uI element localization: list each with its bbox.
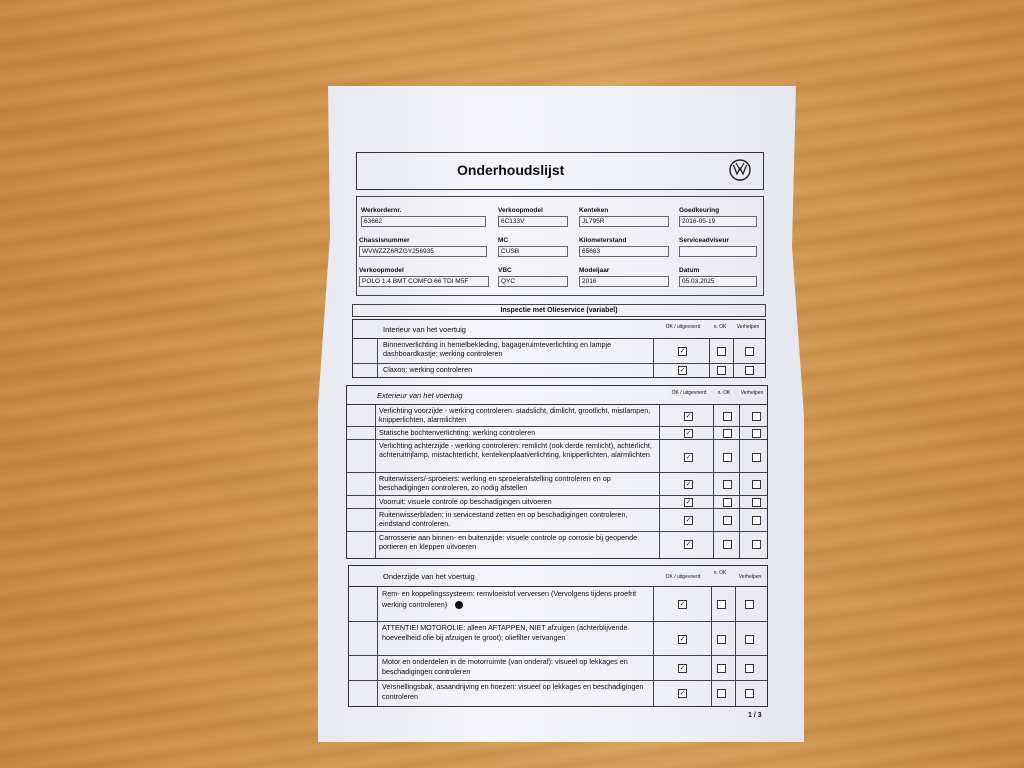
- checklist-row: Voorruit: visuele controle op beschadigingen uitvoeren ✓: [347, 496, 767, 509]
- field-verkoopmodel-code: Verkoopmodel 6C133V: [498, 207, 568, 227]
- col-ok-header: OK / uitgevoerd: [665, 574, 701, 580]
- field-goedkeuring: Goedkeuring 2016-05-19: [679, 207, 757, 227]
- section-header: [349, 566, 767, 587]
- checklist-row: Claxon: werking controleren ✓: [353, 364, 765, 376]
- section-title: Interieur van het voertuig: [383, 325, 466, 334]
- verhelpen-checkbox[interactable]: [745, 366, 754, 375]
- nok-checkbox[interactable]: [723, 429, 732, 438]
- checklist-row: Rem- en koppelingssysteem: remvloeistof verversen (Vervolgens tijdens proefrit werking controleren) ✓: [349, 587, 767, 622]
- verhelpen-checkbox[interactable]: [745, 600, 754, 609]
- ok-checkbox[interactable]: ✓: [679, 636, 686, 643]
- nok-checkbox[interactable]: [723, 412, 732, 421]
- field-datum: Datum 05.03.2025: [679, 267, 757, 287]
- field-kilometerstand: Kilometerstand 65663: [579, 237, 669, 257]
- nok-checkbox[interactable]: [717, 366, 726, 375]
- section-onderzijde: [348, 565, 768, 707]
- ok-checkbox[interactable]: ✓: [685, 413, 692, 420]
- col-verhelpen-header: Verhelpen: [736, 324, 760, 330]
- ok-checkbox[interactable]: ✓: [685, 541, 692, 548]
- field-kenteken: Kenteken JL795R: [579, 207, 669, 227]
- col-nok-header: n. OK: [717, 390, 731, 396]
- vw-logo-icon: [729, 159, 751, 181]
- inspectie-heading: Inspectie met Olieservice (variabel): [352, 304, 766, 317]
- ok-checkbox[interactable]: ✓: [679, 367, 686, 374]
- vehicle-info-box: [356, 196, 764, 296]
- verhelpen-checkbox[interactable]: [745, 664, 754, 673]
- verhelpen-checkbox[interactable]: [745, 635, 754, 644]
- ok-checkbox[interactable]: ✓: [685, 430, 692, 437]
- section-header: [347, 386, 767, 405]
- checklist-row: ATTENTIE! MOTOROLIE: alleen AFTAPPEN, NIET afzuigen (achterblijvende hoeveelheid olie bij afzuigen te groot); oliefilter vervangen ✓: [349, 622, 767, 656]
- checklist-row: Verlichting voorzijde - werking controleren: stadslicht, dimlicht, grootlicht, mistlampen, knipperlichten, alarmlichten ✓: [347, 405, 767, 427]
- checklist-row: Statische bochtenverlichting: werking controleren ✓: [347, 427, 767, 440]
- col-verhelpen-header: Verhelpen: [740, 390, 764, 396]
- field-vbc: VBC QYC: [498, 267, 568, 287]
- nok-checkbox[interactable]: [723, 540, 732, 549]
- field-verkoopmodel: Verkoopmodel POLO 1.4 BMT COMFO 66 TDI M5F: [359, 267, 489, 287]
- col-nok-header: n. OK: [713, 570, 727, 576]
- section-title: Exterieur van het voertuig: [377, 391, 463, 400]
- checklist-row: Carrosserie aan binnen- en buitenzijde: visuele controle op corrosie bij geopende portieren en kleppen uitvoeren ✓: [347, 532, 767, 556]
- field-chassisnummer: Chassisnummer WVWZZZ6RZGY256935: [359, 237, 487, 257]
- ok-checkbox[interactable]: ✓: [679, 690, 686, 697]
- nok-checkbox[interactable]: [723, 480, 732, 489]
- checklist-row: Versnellingsbak, asaandrijving en hoezen: visueel op lekkages en beschadigingen controleren ✓: [349, 681, 767, 705]
- verhelpen-checkbox[interactable]: [752, 453, 761, 462]
- nok-checkbox[interactable]: [717, 600, 726, 609]
- checklist-row: Verlichting achterzijde - werking controleren: remlicht (ook derde remlicht), achterlicht, achteruitrijlamp, mistachterlicht, kentekenplaatverlichting, knipperlichten, alarmlichten ✓: [347, 440, 767, 473]
- ok-checkbox[interactable]: ✓: [685, 481, 692, 488]
- verhelpen-checkbox[interactable]: [745, 689, 754, 698]
- ok-checkbox[interactable]: ✓: [685, 517, 692, 524]
- checklist-row: Ruitenwissers/-sproeiers: werking en sproeierafstelling controleren en op beschadigingen controleren, zo nodig afstellen ✓: [347, 473, 767, 496]
- title-box: [356, 152, 764, 190]
- ok-checkbox[interactable]: ✓: [679, 348, 686, 355]
- col-ok-header: OK / uitgevoerd: [671, 390, 707, 396]
- nok-checkbox[interactable]: [717, 664, 726, 673]
- verhelpen-checkbox[interactable]: [752, 516, 761, 525]
- field-serviceadviseur: Serviceadviseur: [679, 237, 757, 257]
- checklist-row: Ruitenwisserbladen: in servicestand zetten en op beschadigingen controleren, eindstand controleren. ✓: [347, 509, 767, 532]
- ok-checkbox[interactable]: ✓: [685, 499, 692, 506]
- section-interieur: [352, 319, 766, 378]
- col-nok-header: n. OK: [713, 324, 727, 330]
- section-exterieur: [346, 385, 768, 559]
- nok-checkbox[interactable]: [723, 516, 732, 525]
- verhelpen-checkbox[interactable]: [745, 347, 754, 356]
- ok-checkbox[interactable]: ✓: [679, 665, 686, 672]
- verhelpen-checkbox[interactable]: [752, 412, 761, 421]
- verhelpen-checkbox[interactable]: [752, 480, 761, 489]
- field-modeljaar: Modeljaar 2016: [579, 267, 669, 287]
- field-mc: MC CUSB: [498, 237, 568, 257]
- page-number: 1 / 3: [748, 712, 762, 719]
- verhelpen-checkbox[interactable]: [752, 429, 761, 438]
- checklist-row: Motor en onderdelen in de motorruimte (van onderaf): visueel op lekkages en beschadigingen controleren ✓: [349, 656, 767, 681]
- checklist-row: Binnenverlichting in hemelbekleding, bagageruimteverlichting en lampje dashboardkastje: werking controleren ✓: [353, 339, 765, 364]
- ok-checkbox[interactable]: ✓: [679, 601, 686, 608]
- col-ok-header: OK / uitgevoerd: [665, 324, 701, 330]
- nok-checkbox[interactable]: [723, 453, 732, 462]
- page-title: Onderhoudslijst: [457, 162, 565, 178]
- verhelpen-checkbox[interactable]: [752, 498, 761, 507]
- nok-checkbox[interactable]: [717, 347, 726, 356]
- section-title: Onderzijde van het voertuig: [383, 572, 475, 581]
- ok-checkbox[interactable]: ✓: [685, 454, 692, 461]
- ink-dot: [455, 601, 463, 609]
- field-werkordernr: Werkordernr. 63662: [361, 207, 486, 227]
- nok-checkbox[interactable]: [717, 689, 726, 698]
- nok-checkbox[interactable]: [723, 498, 732, 507]
- verhelpen-checkbox[interactable]: [752, 540, 761, 549]
- col-verhelpen-header: Verhelpen: [738, 574, 762, 580]
- nok-checkbox[interactable]: [717, 635, 726, 644]
- section-header: [353, 320, 765, 339]
